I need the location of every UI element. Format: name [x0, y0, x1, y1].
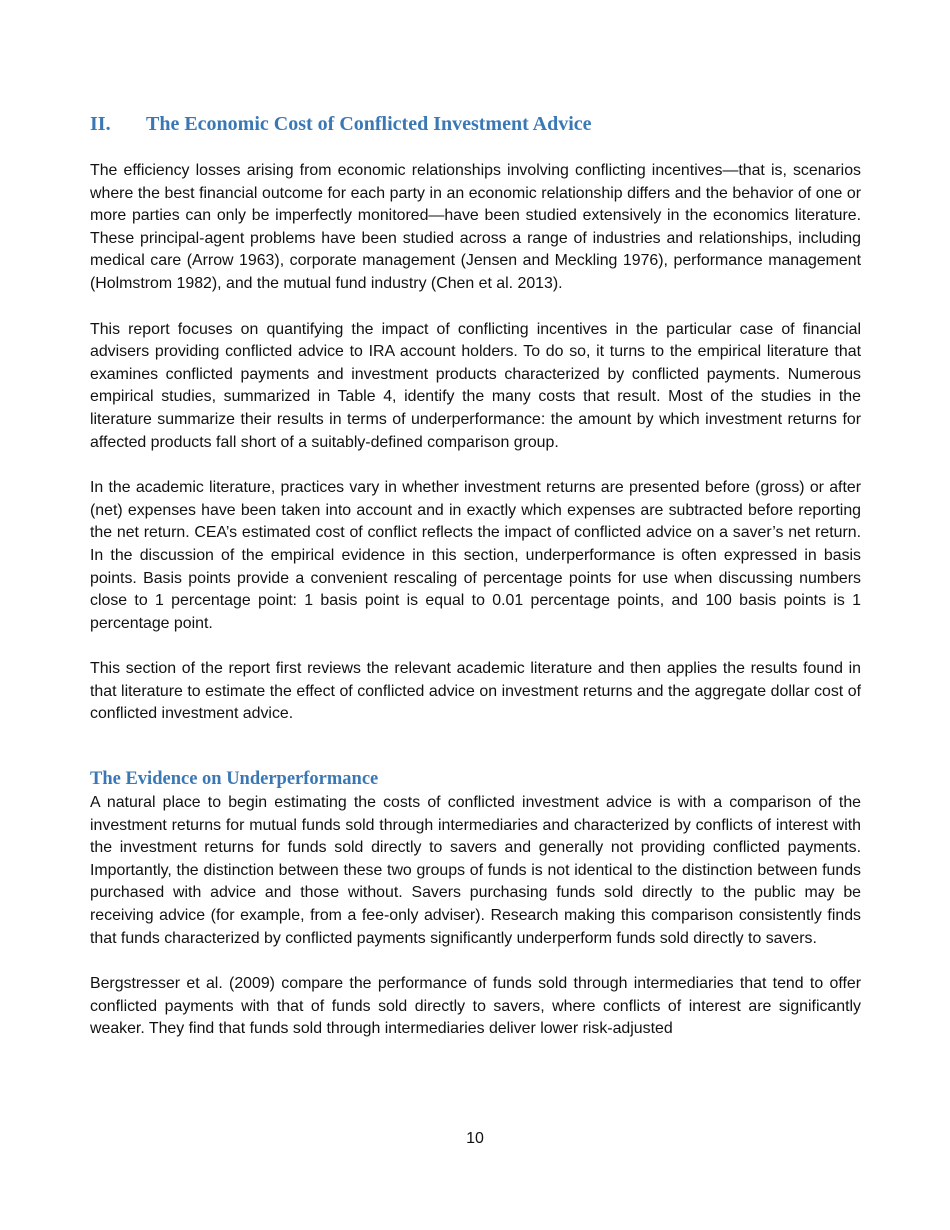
page-number: 10 [466, 1130, 484, 1147]
paragraph: A natural place to begin estimating the costs of conflicted investment advice is with a comparison of the investment returns for mutual funds sold through intermediaries and characterized by conflicts of interest with the investment returns for funds sold directly to savers and generally not providing conflicted payments. Importantly, the distinction between these two groups of funds is not identical to the distinction between funds purchased with advice and those without. Savers purchasing funds sold directly to the public may be receiving advice (for example, from a fee-only adviser). Research making this comparison consistently finds that funds characterized by conflicted payments significantly underperform funds sold directly to savers. [90, 794, 861, 947]
paragraph: The efficiency losses arising from economic relationships involving conflicting incentives—that is, scenarios where the best financial outcome for each party in an economic relationship differs and the behavior of one or more parties can only be imperfectly monitored—have been studied extensively in the economics literature. These principal-agent problems have been studied across a range of industries and relationships, including medical care (Arrow 1963), corporate management (Jensen and Meckling 1976), performance management (Holmstrom 1982), and the mutual fund industry (Chen et al. 2013). [90, 162, 861, 292]
paragraph: This section of the report first reviews the relevant academic literature and then applies the results found in that literature to estimate the effect of conflicted advice on investment returns and the aggregate dollar cost of conflicted investment advice. [90, 660, 861, 723]
paragraph: In the academic literature, practices vary in whether investment returns are presented before (gross) or after (net) expenses have been taken into account and in exactly which expenses are subtracted before reporting the net return. CEA’s estimated cost of conflict reflects the impact of conflicted advice on a saver’s net return. In the discussion of the empirical evidence in this section, underperformance is often expressed in basis points. Basis points provide a convenient rescaling of percentage points for use when discussing numbers close to 1 percentage point: 1 basis point is equal to 0.01 percentage points, and 100 basis points is 1 percentage point. [90, 479, 861, 632]
subsection-title: The Evidence on Underperformance [90, 769, 379, 790]
section-heading [90, 110, 861, 138]
section-number: II. [90, 113, 111, 135]
paragraph: This report focuses on quantifying the impact of conflicting incentives in the particular case of financial advisers providing conflicted advice to IRA account holders. To do so, it turns to the empirical literature that examines conflicted payments and investment products characterized by conflicted payments. Numerous empirical studies, summarized in Table 4, identify the many costs that result. Most of the studies in the literature summarize their results in terms of underperformance: the amount by which investment returns for affected products fall short of a suitably-defined comparison group. [90, 320, 861, 451]
document-page [90, 110, 861, 1041]
section-title: The Economic Cost of Conflicted Investment Advice [146, 113, 592, 135]
paragraph: Bergstresser et al. (2009) compare the performance of funds sold through intermediaries that tend to offer conflicted payments with that of funds sold directly to savers, where conflicts of interest are significantly weaker. They find that funds sold through intermediaries deliver lower risk-adjusted [90, 975, 861, 1038]
